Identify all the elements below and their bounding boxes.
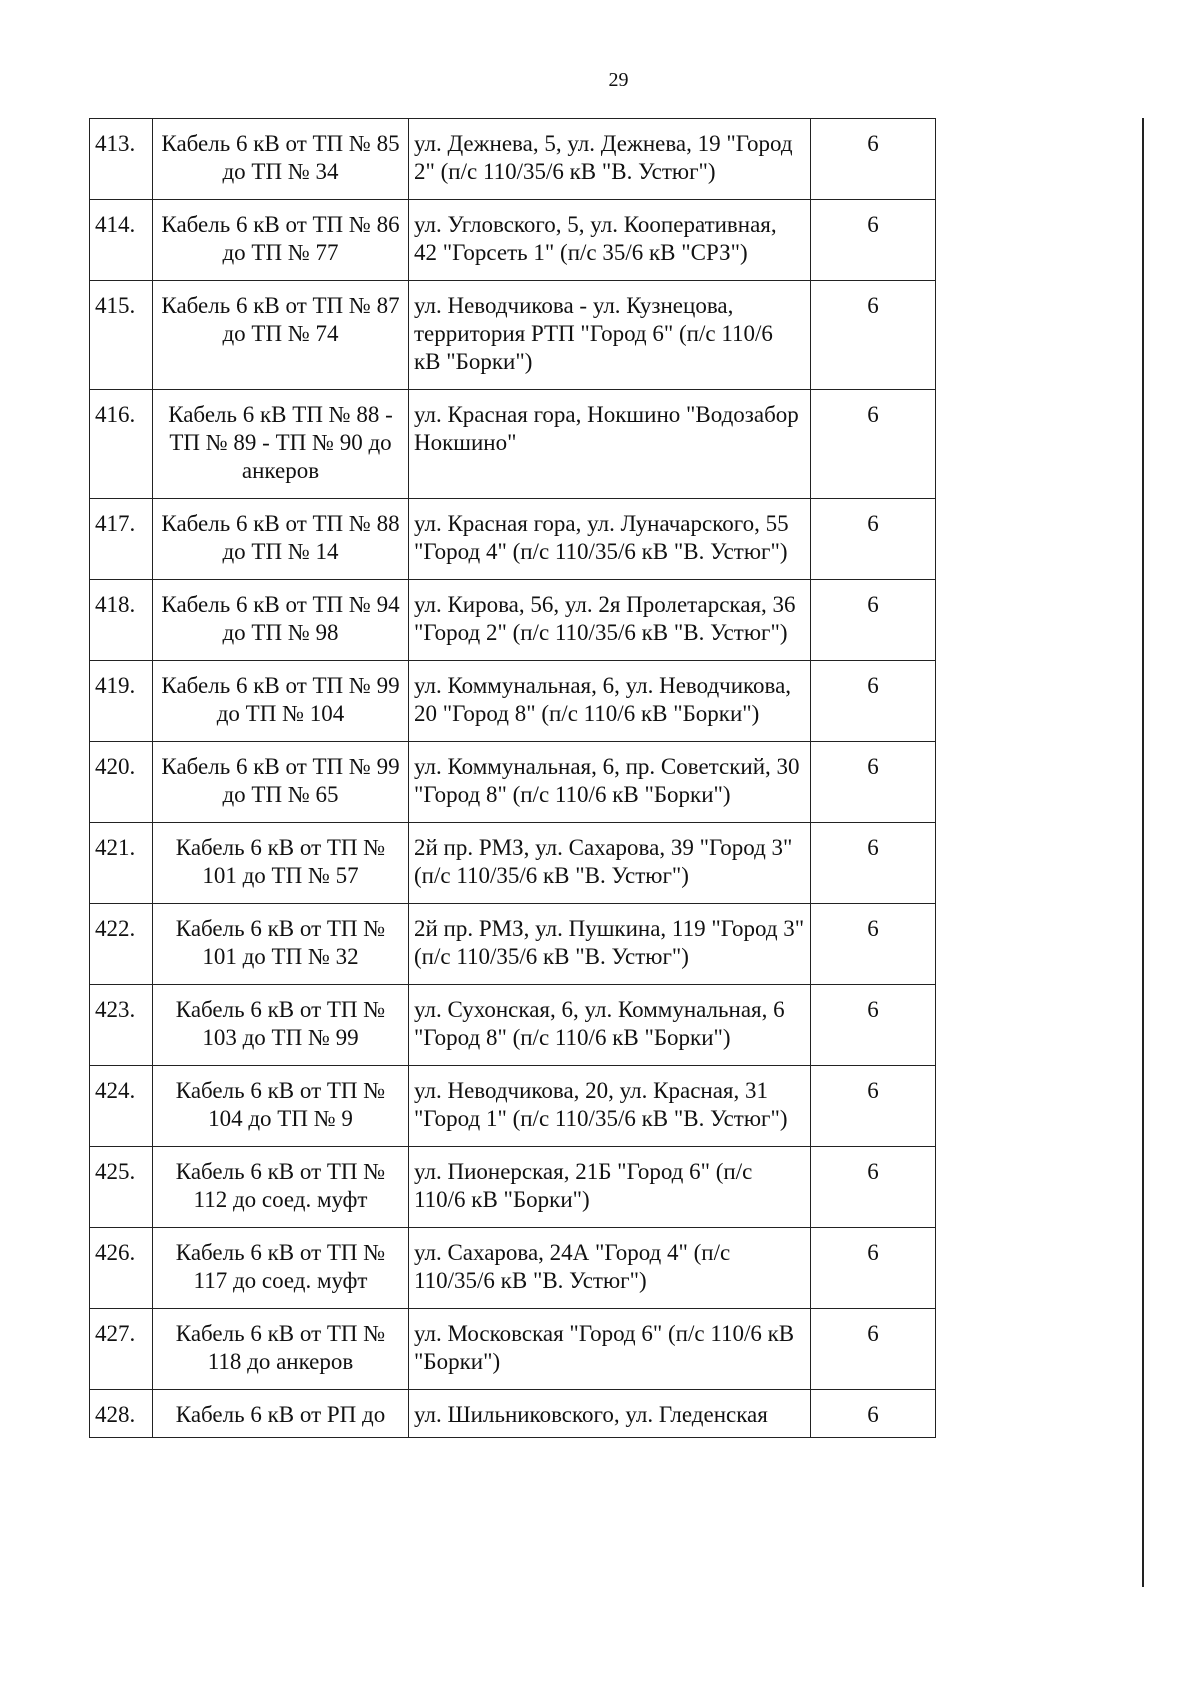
row-number-cell: 426.	[90, 1228, 153, 1309]
cable-name-cell: Кабель 6 кВ от РП до	[153, 1390, 409, 1438]
location-cell: ул. Неводчикова - ул. Кузнецова, территория РТП "Город 6" (п/с 110/6 кВ "Борки")	[409, 281, 811, 390]
location-cell: ул. Пионерская, 21Б "Город 6" (п/с 110/6 кВ "Борки")	[409, 1147, 811, 1228]
table-row	[90, 1066, 936, 1147]
location-cell: ул. Шильниковского, ул. Гледенская	[409, 1390, 811, 1438]
voltage-cell: 6	[811, 904, 936, 985]
cable-name-cell: Кабель 6 кВ от ТП № 117 до соед. муфт	[153, 1228, 409, 1309]
cable-name-cell: Кабель 6 кВ от ТП № 101 до ТП № 57	[153, 823, 409, 904]
table-row	[90, 1228, 936, 1309]
table-row	[90, 1390, 936, 1438]
voltage-cell: 6	[811, 985, 936, 1066]
table-body	[90, 119, 936, 1438]
page-number: 29	[608, 69, 629, 91]
row-number-cell: 418.	[90, 580, 153, 661]
location-cell: ул. Красная гора, ул. Луначарского, 55 "Город 4" (п/с 110/35/6 кВ "В. Устюг")	[409, 499, 811, 580]
location-cell: ул. Кирова, 56, ул. 2я Пролетарская, 36 "Город 2" (п/с 110/35/6 кВ "В. Устюг")	[409, 580, 811, 661]
location-cell: ул. Сухонская, 6, ул. Коммунальная, 6 "Город 8" (п/с 110/6 кВ "Борки")	[409, 985, 811, 1066]
row-number-cell: 424.	[90, 1066, 153, 1147]
table-row	[90, 1147, 936, 1228]
cable-name-cell: Кабель 6 кВ от ТП № 87 до ТП № 74	[153, 281, 409, 390]
voltage-cell: 6	[811, 1228, 936, 1309]
voltage-cell: 6	[811, 1309, 936, 1390]
row-number-cell: 421.	[90, 823, 153, 904]
location-cell: ул. Угловского, 5, ул. Кооперативная, 42 "Горсеть 1" (п/с 35/6 кВ "СРЗ")	[409, 200, 811, 281]
row-number-cell: 422.	[90, 904, 153, 985]
table-row	[90, 200, 936, 281]
cable-name-cell: Кабель 6 кВ от ТП № 85 до ТП № 34	[153, 119, 409, 200]
table-row	[90, 823, 936, 904]
location-cell: 2й пр. РМЗ, ул. Сахарова, 39 "Город 3" (п/с 110/35/6 кВ "В. Устюг")	[409, 823, 811, 904]
cable-name-cell: Кабель 6 кВ от ТП № 99 до ТП № 65	[153, 742, 409, 823]
row-number-cell: 420.	[90, 742, 153, 823]
cable-name-cell: Кабель 6 кВ ТП № 88 - ТП № 89 - ТП № 90 до анкеров	[153, 390, 409, 499]
location-cell: ул. Московская "Город 6" (п/с 110/6 кВ "Борки")	[409, 1309, 811, 1390]
voltage-cell: 6	[811, 200, 936, 281]
page-margin-rule	[1142, 118, 1144, 1587]
row-number-cell: 423.	[90, 985, 153, 1066]
location-cell: ул. Неводчикова, 20, ул. Красная, 31 "Город 1" (п/с 110/35/6 кВ "В. Устюг")	[409, 1066, 811, 1147]
cable-registry-table	[89, 118, 936, 1438]
voltage-cell: 6	[811, 742, 936, 823]
voltage-cell: 6	[811, 661, 936, 742]
location-cell: ул. Красная гора, Нокшино "Водозабор Нокшино"	[409, 390, 811, 499]
voltage-cell: 6	[811, 390, 936, 499]
table-row	[90, 1309, 936, 1390]
cable-name-cell: Кабель 6 кВ от ТП № 99 до ТП № 104	[153, 661, 409, 742]
cable-name-cell: Кабель 6 кВ от ТП № 103 до ТП № 99	[153, 985, 409, 1066]
cable-name-cell: Кабель 6 кВ от ТП № 112 до соед. муфт	[153, 1147, 409, 1228]
row-number-cell: 413.	[90, 119, 153, 200]
row-number-cell: 417.	[90, 499, 153, 580]
voltage-cell: 6	[811, 580, 936, 661]
table-row	[90, 499, 936, 580]
location-cell: ул. Коммунальная, 6, ул. Неводчикова, 20 "Город 8" (п/с 110/6 кВ "Борки")	[409, 661, 811, 742]
cable-name-cell: Кабель 6 кВ от ТП № 86 до ТП № 77	[153, 200, 409, 281]
voltage-cell: 6	[811, 499, 936, 580]
location-cell: 2й пр. РМЗ, ул. Пушкина, 119 "Город 3" (п/с 110/35/6 кВ "В. Устюг")	[409, 904, 811, 985]
row-number-cell: 428.	[90, 1390, 153, 1438]
table-row	[90, 580, 936, 661]
row-number-cell: 416.	[90, 390, 153, 499]
cable-name-cell: Кабель 6 кВ от ТП № 88 до ТП № 14	[153, 499, 409, 580]
voltage-cell: 6	[811, 119, 936, 200]
voltage-cell: 6	[811, 1147, 936, 1228]
table-row	[90, 281, 936, 390]
cable-name-cell: Кабель 6 кВ от ТП № 118 до анкеров	[153, 1309, 409, 1390]
voltage-cell: 6	[811, 281, 936, 390]
row-number-cell: 415.	[90, 281, 153, 390]
cable-name-cell: Кабель 6 кВ от ТП № 101 до ТП № 32	[153, 904, 409, 985]
voltage-cell: 6	[811, 823, 936, 904]
table-row	[90, 904, 936, 985]
location-cell: ул. Коммунальная, 6, пр. Советский, 30 "Город 8" (п/с 110/6 кВ "Борки")	[409, 742, 811, 823]
location-cell: ул. Дежнева, 5, ул. Дежнева, 19 "Город 2" (п/с 110/35/6 кВ "В. Устюг")	[409, 119, 811, 200]
row-number-cell: 425.	[90, 1147, 153, 1228]
cable-name-cell: Кабель 6 кВ от ТП № 94 до ТП № 98	[153, 580, 409, 661]
table-row	[90, 661, 936, 742]
row-number-cell: 414.	[90, 200, 153, 281]
table-row	[90, 390, 936, 499]
location-cell: ул. Сахарова, 24А "Город 4" (п/с 110/35/6 кВ "В. Устюг")	[409, 1228, 811, 1309]
table-row	[90, 985, 936, 1066]
voltage-cell: 6	[811, 1066, 936, 1147]
row-number-cell: 419.	[90, 661, 153, 742]
table-row	[90, 742, 936, 823]
table-row	[90, 119, 936, 200]
row-number-cell: 427.	[90, 1309, 153, 1390]
voltage-cell: 6	[811, 1390, 936, 1438]
cable-name-cell: Кабель 6 кВ от ТП № 104 до ТП № 9	[153, 1066, 409, 1147]
